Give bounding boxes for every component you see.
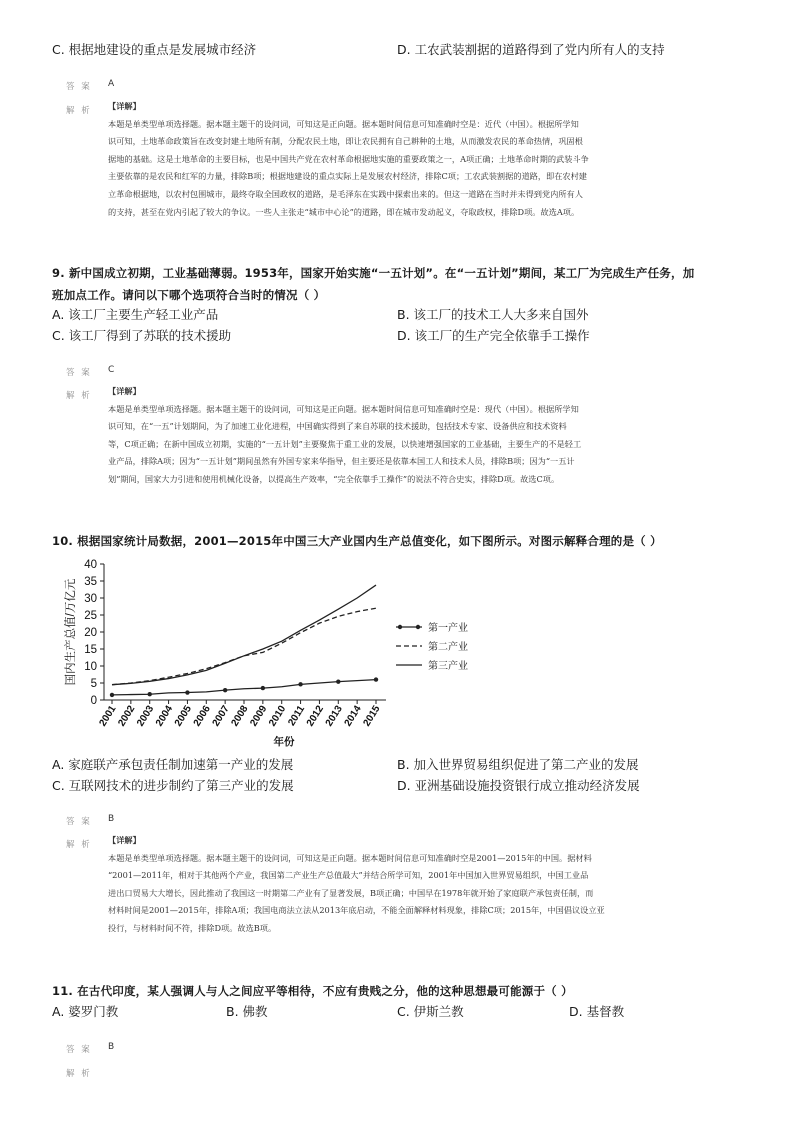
q11-option-d[interactable]: D. 基督教	[569, 1004, 625, 1019]
x-tick-label: 2010	[267, 703, 289, 729]
y-tick-label: 20	[84, 627, 97, 639]
q8-option-c[interactable]: C. 根据地建设的重点是发展城市经济	[52, 42, 257, 57]
series-point	[261, 686, 265, 690]
series-point	[185, 690, 189, 694]
x-tick-label: 2007	[210, 703, 232, 729]
q9-line: 业产品，排除A项；因为“一五计划”期间虽然有外国专家来华指导，但主要还是依靠本国工人和技术人员，排除B项；因为“一五计	[108, 456, 575, 467]
q8-line: 据地的基础。这是土地革命的主要目标，也是中国共产党在农村革命根据地实施的重要政策之一，A项正确；土地革命时期的武装斗争	[108, 153, 589, 164]
q10-option-c[interactable]: C. 互联网技术的进步制约了第三产业的发展	[52, 778, 294, 793]
legend-label: 第一产业	[428, 623, 468, 634]
q8-analysis-label: 解 析	[66, 106, 92, 116]
x-tick-label: 2014	[342, 703, 364, 729]
q10-explanation	[108, 832, 748, 938]
q9-explanation	[108, 383, 748, 489]
q9-option-b[interactable]: B. 该工厂的技术工人大多来自国外	[397, 307, 589, 322]
q9-option-c[interactable]: C. 该工厂得到了苏联的技术援助	[52, 328, 232, 343]
q8-line: 识可知，土地革命政策旨在改变封建土地所有制，分配农民土地，即让农民拥有自己耕种的土地，从而激发农民的革命热情，巩固根	[108, 136, 583, 147]
q10-line: “2001—2011年，相对于其他两个产业，我国第二产业生产总值最大”并结合所学可知，2001年中国加入世界贸易组织，中国工业品	[108, 870, 589, 881]
x-tick-label: 2011	[286, 703, 308, 728]
series-point	[298, 682, 302, 686]
q9-option-d[interactable]: D. 该工厂的生产完全依靠手工操作	[397, 328, 590, 343]
x-tick-label: 2009	[248, 703, 270, 729]
q10-option-d[interactable]: D. 亚洲基础设施投资银行成立推动经济发展	[397, 778, 640, 793]
q10-line: 材料时间是2001—2015年，排除A项；我国电商法立法从2013年底启动，不能全面解释材料现象，排除C项；2015年，中国倡议设立亚	[108, 905, 605, 916]
x-tick-label: 2013	[323, 703, 345, 729]
q9-answer-label: 答 案	[66, 368, 92, 378]
y-axis-label: 国内生产总值/万亿元	[65, 578, 77, 686]
q8-line: 本题是单类型单项选择题。据本题主题干的设问词，可知这是正向题。据本题时间信息可知准确时空是：近代（中国）。根据所学知	[108, 118, 579, 129]
q10-line: 进出口贸易大大增长，因此推动了我国这一时期第二产业有了显著发展，B项正确；中国早在1978年就开始了家庭联产承包责任制，而	[108, 887, 594, 898]
q9-analysis-label: 解 析	[66, 391, 92, 401]
q10-detail-label: 【详解】	[108, 835, 141, 845]
q8-line: 立革命根据地，以农村包围城市，最终夺取全国政权的道路，是毛泽东在实践中探索出来的。但这一道路在当时并未得到党内所有人	[108, 188, 583, 199]
series-point	[374, 677, 378, 681]
q10-line: 投行，与材料时间不符，排除D项。故选B项。	[108, 922, 277, 933]
q9-line: 识可知，在“一五”计划期间，为了加速工业化进程，中国确实得到了来自苏联的技术援助，包括技术专家、设备供应和技术资料	[108, 421, 567, 432]
x-tick-label: 2015	[361, 703, 383, 729]
series-line-2	[112, 608, 376, 685]
q8-line: 的支持，甚至在党内引起了较大的争议。一些人主张走“城市中心论”的道路，即在城市发动起义，夺取政权，排除D项。故选A项。	[108, 206, 580, 217]
x-tick-label: 2001	[97, 703, 119, 729]
y-tick-label: 25	[84, 610, 97, 622]
x-tick-label: 2008	[229, 703, 251, 729]
legend-marker	[416, 625, 420, 629]
q11-option-a[interactable]: A. 婆罗门教	[52, 1004, 119, 1019]
series-point	[148, 692, 152, 696]
x-tick-label: 2002	[116, 703, 138, 729]
series-point	[336, 679, 340, 683]
q10-question: 10. 根据国家统计局数据，2001—2015年中国三大产业国内生产总值变化，如下图所示。对图示解释合理的是（ ）	[52, 534, 662, 548]
q11-option-b[interactable]: B. 佛教	[226, 1004, 268, 1019]
q8-answer: A	[108, 79, 115, 89]
legend-label: 第三产业	[428, 661, 468, 672]
q9-line: 划”期间，国家大力引进和使用机械化设备，以提高生产效率，“完全依靠手工操作”的说法不符合史实，排除D项。故选C项。	[108, 473, 560, 484]
q8-option-d[interactable]: D. 工农武装割据的道路得到了党内所有人的支持	[397, 42, 665, 57]
y-tick-label: 40	[84, 559, 97, 571]
q9-question-line2: 班加点工作。请问以下哪个选项符合当时的情况（ ）	[52, 288, 326, 302]
legend-marker	[398, 625, 402, 629]
y-tick-label: 30	[84, 593, 97, 605]
q11-option-c[interactable]: C. 伊斯兰教	[397, 1004, 464, 1019]
y-tick-label: 5	[90, 678, 97, 690]
q8-detail-label: 【详解】	[108, 101, 141, 111]
q8-answer-label: 答 案	[66, 82, 92, 92]
x-tick-label: 2003	[135, 703, 157, 729]
q10-option-a[interactable]: A. 家庭联产承包责任制加速第一产业的发展	[52, 757, 294, 772]
series-line-3	[112, 585, 376, 685]
q10-line: 本题是单类型单项选择题。据本题主题干的设问词，可知这是正向题。据本题时间信息可知准确时空是2001—2015年的中国。据材料	[108, 852, 592, 863]
series-point	[223, 688, 227, 692]
q9-line: 等，C项正确；在新中国成立初期，实施的“一五计划”主要聚焦于重工业的发展，以快速增强国家的工业基础，主要生产的不是轻工	[108, 438, 582, 449]
gdp-line-chart	[60, 552, 480, 752]
q8-line: 主要依靠的是农民和红军的力量，排除B项；根据地建设的重点实际上是发展农村经济，排除C项；工农武装割据的道路，即在农村建	[108, 171, 587, 182]
x-axis-label: 年份	[273, 736, 295, 748]
x-tick-label: 2006	[191, 703, 213, 729]
q9-line: 本题是单类型单项选择题。据本题主题干的设问词，可知这是正向题。据本题时间信息可知准确时空是：现代（中国）。根据所学知	[108, 403, 579, 414]
x-tick-label: 2005	[172, 703, 194, 729]
y-tick-label: 0	[90, 695, 97, 707]
y-tick-label: 35	[84, 576, 97, 588]
q8-explanation	[108, 98, 748, 221]
y-tick-label: 15	[84, 644, 97, 656]
series-point	[110, 693, 114, 697]
x-tick-label: 2012	[304, 703, 326, 729]
q10-answer-label: 答 案	[66, 817, 92, 827]
q9-detail-label: 【详解】	[108, 386, 141, 396]
x-tick-label: 2004	[153, 703, 176, 729]
q11-answer: B	[108, 1042, 115, 1052]
q9-option-a[interactable]: A. 该工厂主要生产轻工业产品	[52, 307, 219, 322]
q11-analysis-label: 解 析	[66, 1069, 92, 1079]
q11-question: 11. 在古代印度，某人强调人与人之间应平等相待，不应有贵贱之分，他的这种思想最可能源于（ ）	[52, 984, 573, 998]
legend-label: 第二产业	[428, 642, 468, 653]
q9-question-line1: 9. 新中国成立初期，工业基础薄弱。1953年，国家开始实施“一五计划”。在“一五计划”期间，某工厂为完成生产任务，加	[52, 266, 695, 280]
q11-answer-label: 答 案	[66, 1045, 92, 1055]
q10-answer: B	[108, 814, 115, 824]
q9-answer: C	[108, 365, 115, 375]
y-tick-label: 10	[84, 661, 97, 673]
q10-analysis-label: 解 析	[66, 840, 92, 850]
q10-option-b[interactable]: B. 加入世界贸易组织促进了第二产业的发展	[397, 757, 639, 772]
